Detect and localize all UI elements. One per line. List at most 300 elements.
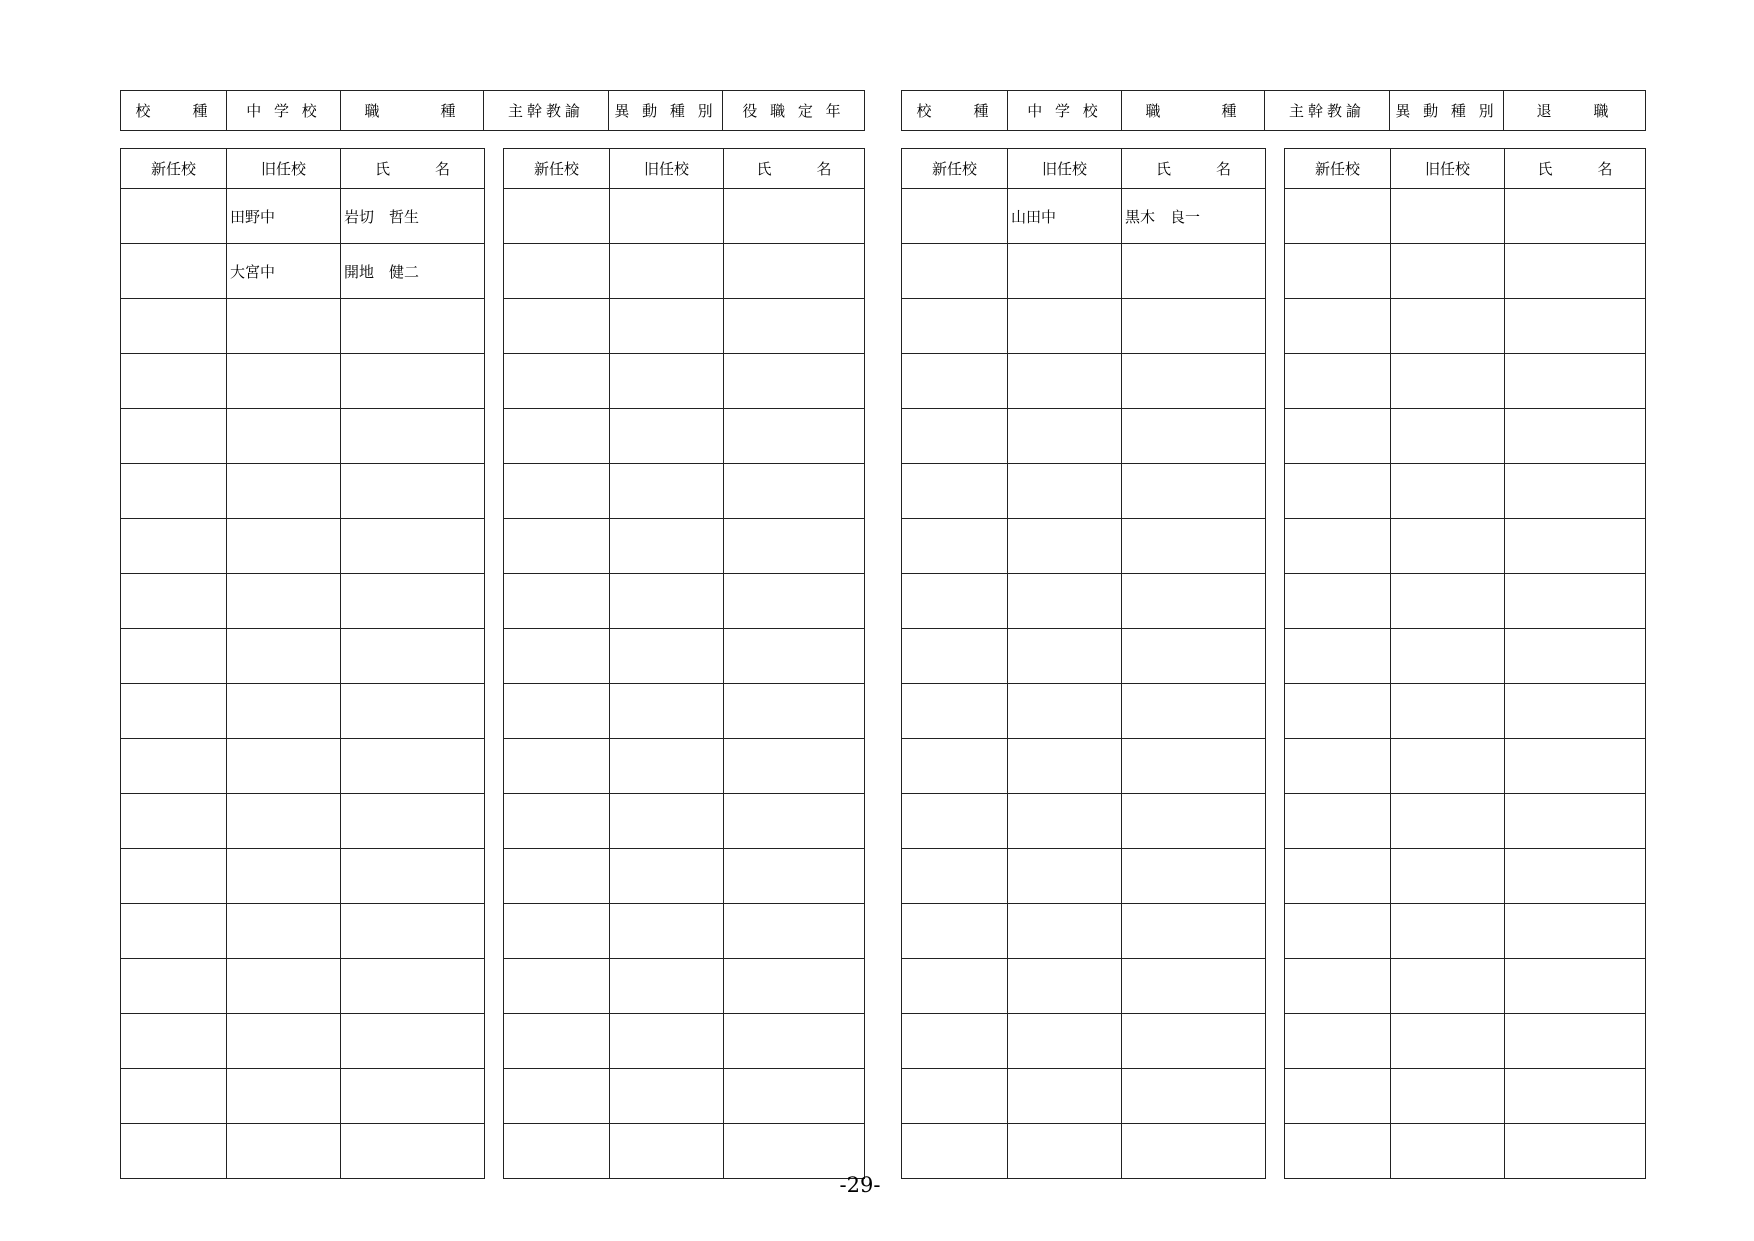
table-row xyxy=(504,1124,865,1179)
name-cell xyxy=(1505,794,1646,849)
new-school-cell xyxy=(1285,464,1391,519)
new-school-cell xyxy=(902,1069,1008,1124)
old-school-cell xyxy=(1008,409,1122,464)
name-cell xyxy=(341,684,485,739)
new-school-cell xyxy=(902,519,1008,574)
name-cell xyxy=(341,1069,485,1124)
table-row xyxy=(504,629,865,684)
new-school-cell xyxy=(504,354,610,409)
table-row xyxy=(1285,409,1646,464)
new-school-cell xyxy=(902,849,1008,904)
name-cell xyxy=(341,464,485,519)
new-school-cell xyxy=(902,354,1008,409)
name-cell xyxy=(341,739,485,794)
name-header: 氏 名 xyxy=(1122,149,1266,189)
new-school-cell xyxy=(1285,244,1391,299)
name-cell xyxy=(1122,904,1266,959)
name-cell xyxy=(724,244,865,299)
old-school-cell xyxy=(610,959,724,1014)
old-school-cell xyxy=(1391,354,1505,409)
old-school-cell xyxy=(610,299,724,354)
old-school-cell xyxy=(1391,794,1505,849)
table-row xyxy=(902,299,1266,354)
table-row xyxy=(504,464,865,519)
old-school-cell xyxy=(1008,574,1122,629)
table-row xyxy=(504,244,865,299)
new-school-header: 新任校 xyxy=(121,149,227,189)
old-school-cell xyxy=(227,1124,341,1179)
old-school-cell xyxy=(1391,409,1505,464)
old-school-cell xyxy=(1391,244,1505,299)
name-cell xyxy=(1122,1069,1266,1124)
table-row xyxy=(902,849,1266,904)
column-header-row xyxy=(504,149,865,189)
new-school-cell xyxy=(121,904,227,959)
table-row xyxy=(1285,574,1646,629)
header-transfer-type-value: 役 職 定 年 xyxy=(723,91,865,131)
old-school-cell xyxy=(1008,959,1122,1014)
name-cell xyxy=(1505,409,1646,464)
column-header-row xyxy=(902,149,1266,189)
name-header: 氏 名 xyxy=(724,149,865,189)
name-cell xyxy=(1505,1014,1646,1069)
header-job-type-label: 職 種 xyxy=(1122,91,1265,131)
table-row xyxy=(121,409,485,464)
table-row xyxy=(121,1014,485,1069)
old-school-cell xyxy=(1391,684,1505,739)
name-cell xyxy=(341,354,485,409)
old-school-cell xyxy=(227,739,341,794)
name-cell xyxy=(341,574,485,629)
new-school-cell xyxy=(902,409,1008,464)
new-school-cell xyxy=(121,299,227,354)
new-school-cell xyxy=(1285,1014,1391,1069)
old-school-cell xyxy=(610,1014,724,1069)
new-school-cell xyxy=(504,464,610,519)
new-school-cell xyxy=(121,189,227,244)
new-school-cell xyxy=(1285,629,1391,684)
header-school-type-value: 中 学 校 xyxy=(1008,91,1122,131)
table-row xyxy=(121,244,485,299)
old-school-cell xyxy=(227,574,341,629)
name-cell xyxy=(1122,354,1266,409)
header-school-type-label: 校 種 xyxy=(121,91,227,131)
old-school-cell xyxy=(227,629,341,684)
roster-table-1 xyxy=(120,148,485,1179)
new-school-cell xyxy=(1285,684,1391,739)
name-cell xyxy=(1122,409,1266,464)
name-cell xyxy=(724,519,865,574)
new-school-cell xyxy=(121,1069,227,1124)
right-header-table xyxy=(901,90,1646,131)
old-school-cell xyxy=(610,244,724,299)
name-header: 氏 名 xyxy=(1505,149,1646,189)
table-row xyxy=(902,1124,1266,1179)
name-cell xyxy=(724,354,865,409)
name-cell xyxy=(1505,1069,1646,1124)
new-school-cell xyxy=(1285,519,1391,574)
table-row xyxy=(504,189,865,244)
old-school-cell xyxy=(227,299,341,354)
old-school-cell xyxy=(610,1069,724,1124)
new-school-cell xyxy=(121,354,227,409)
new-school-cell xyxy=(504,684,610,739)
new-school-cell xyxy=(121,629,227,684)
name-cell xyxy=(1122,794,1266,849)
name-cell xyxy=(1122,849,1266,904)
new-school-cell xyxy=(902,574,1008,629)
old-school-cell xyxy=(1008,794,1122,849)
name-cell xyxy=(1505,244,1646,299)
old-school-header: 旧任校 xyxy=(1391,149,1505,189)
table-row xyxy=(1285,1069,1646,1124)
old-school-cell xyxy=(227,354,341,409)
new-school-cell xyxy=(1285,794,1391,849)
old-school-cell xyxy=(610,354,724,409)
table-row xyxy=(121,1069,485,1124)
old-school-cell xyxy=(1391,1069,1505,1124)
name-cell xyxy=(724,629,865,684)
new-school-cell xyxy=(902,464,1008,519)
name-cell xyxy=(724,574,865,629)
table-row xyxy=(902,629,1266,684)
name-cell xyxy=(1122,1014,1266,1069)
old-school-cell xyxy=(610,1124,724,1179)
table-row xyxy=(504,574,865,629)
table-row xyxy=(902,519,1266,574)
name-cell xyxy=(724,464,865,519)
name-cell xyxy=(1505,519,1646,574)
name-cell xyxy=(341,1124,485,1179)
new-school-cell xyxy=(902,959,1008,1014)
column-header-row xyxy=(121,149,485,189)
table-row xyxy=(902,739,1266,794)
table-row xyxy=(902,1014,1266,1069)
table-row xyxy=(121,354,485,409)
old-school-cell: 山田中 xyxy=(1008,189,1122,244)
new-school-header: 新任校 xyxy=(1285,149,1391,189)
new-school-cell xyxy=(504,794,610,849)
old-school-cell xyxy=(1008,519,1122,574)
table-row xyxy=(902,354,1266,409)
old-school-cell xyxy=(227,849,341,904)
new-school-cell xyxy=(504,189,610,244)
old-school-cell xyxy=(227,1069,341,1124)
new-school-cell xyxy=(1285,189,1391,244)
new-school-cell xyxy=(1285,1069,1391,1124)
new-school-cell xyxy=(121,684,227,739)
new-school-cell xyxy=(121,1014,227,1069)
name-cell xyxy=(1505,849,1646,904)
name-cell xyxy=(724,794,865,849)
header-transfer-type-value: 退 職 xyxy=(1504,91,1646,131)
new-school-cell xyxy=(1285,574,1391,629)
table-row xyxy=(1285,849,1646,904)
header-school-type-label: 校 種 xyxy=(902,91,1008,131)
name-cell xyxy=(341,1014,485,1069)
table-row xyxy=(504,409,865,464)
name-cell xyxy=(1505,739,1646,794)
old-school-cell xyxy=(227,684,341,739)
table-row xyxy=(1285,794,1646,849)
name-cell xyxy=(724,299,865,354)
left-header-table xyxy=(120,90,865,131)
table-row xyxy=(1285,684,1646,739)
new-school-cell xyxy=(1285,849,1391,904)
header-job-type-value: 主幹教諭 xyxy=(484,91,609,131)
table-row xyxy=(504,519,865,574)
new-school-cell xyxy=(121,464,227,519)
table-row xyxy=(1285,299,1646,354)
old-school-cell xyxy=(1008,299,1122,354)
old-school-cell xyxy=(227,959,341,1014)
name-cell xyxy=(1505,574,1646,629)
new-school-cell xyxy=(902,244,1008,299)
roster-table-4 xyxy=(1284,148,1646,1179)
header-transfer-type-label: 異 動 種 別 xyxy=(1390,91,1504,131)
new-school-cell xyxy=(902,794,1008,849)
table-row xyxy=(504,354,865,409)
name-cell xyxy=(724,904,865,959)
new-school-cell xyxy=(504,629,610,684)
new-school-cell xyxy=(504,299,610,354)
name-cell xyxy=(341,904,485,959)
new-school-cell xyxy=(504,1124,610,1179)
table-row xyxy=(1285,1014,1646,1069)
name-cell xyxy=(1505,189,1646,244)
old-school-header: 旧任校 xyxy=(610,149,724,189)
name-cell xyxy=(1122,299,1266,354)
old-school-cell xyxy=(1391,849,1505,904)
name-cell xyxy=(724,1069,865,1124)
name-cell xyxy=(1505,684,1646,739)
table-row xyxy=(121,794,485,849)
table-row xyxy=(504,1014,865,1069)
old-school-cell xyxy=(1008,739,1122,794)
table-row xyxy=(902,244,1266,299)
table-row xyxy=(902,574,1266,629)
table-row xyxy=(121,739,485,794)
table-row xyxy=(504,299,865,354)
new-school-cell xyxy=(504,244,610,299)
old-school-cell xyxy=(1008,354,1122,409)
new-school-cell xyxy=(504,1069,610,1124)
name-cell xyxy=(1505,959,1646,1014)
old-school-cell xyxy=(1008,684,1122,739)
name-cell: 岩切 哲生 xyxy=(341,189,485,244)
name-header: 氏 名 xyxy=(341,149,485,189)
new-school-cell xyxy=(902,189,1008,244)
name-cell xyxy=(724,959,865,1014)
new-school-cell xyxy=(1285,904,1391,959)
name-cell xyxy=(724,1124,865,1179)
table-row xyxy=(504,794,865,849)
table-row xyxy=(504,849,865,904)
table-row xyxy=(121,849,485,904)
table-row xyxy=(902,189,1266,244)
new-school-cell xyxy=(902,684,1008,739)
table-row xyxy=(504,904,865,959)
new-school-cell xyxy=(504,1014,610,1069)
table-row xyxy=(504,684,865,739)
table-row xyxy=(1285,629,1646,684)
table-row xyxy=(121,189,485,244)
new-school-cell xyxy=(121,409,227,464)
name-cell xyxy=(724,189,865,244)
old-school-cell xyxy=(1008,904,1122,959)
old-school-cell xyxy=(1391,739,1505,794)
name-cell xyxy=(724,849,865,904)
header-job-type-label: 職 種 xyxy=(341,91,484,131)
old-school-cell xyxy=(227,794,341,849)
table-row xyxy=(121,684,485,739)
new-school-cell xyxy=(902,739,1008,794)
new-school-cell xyxy=(504,959,610,1014)
table-row xyxy=(121,904,485,959)
old-school-cell xyxy=(227,409,341,464)
old-school-cell xyxy=(610,189,724,244)
new-school-cell xyxy=(1285,959,1391,1014)
table-row xyxy=(504,959,865,1014)
table-row xyxy=(121,1124,485,1179)
table-row xyxy=(1285,959,1646,1014)
new-school-cell xyxy=(1285,299,1391,354)
new-school-cell xyxy=(1285,1124,1391,1179)
table-row xyxy=(902,1069,1266,1124)
new-school-cell xyxy=(121,794,227,849)
table-row xyxy=(504,739,865,794)
old-school-cell xyxy=(610,409,724,464)
header-job-type-value: 主幹教諭 xyxy=(1265,91,1390,131)
name-cell xyxy=(1505,464,1646,519)
name-cell xyxy=(1122,519,1266,574)
old-school-cell xyxy=(1008,1014,1122,1069)
old-school-cell xyxy=(610,849,724,904)
old-school-cell xyxy=(610,684,724,739)
old-school-cell xyxy=(227,519,341,574)
new-school-header: 新任校 xyxy=(504,149,610,189)
name-cell xyxy=(1505,299,1646,354)
new-school-cell xyxy=(121,1124,227,1179)
new-school-cell xyxy=(504,409,610,464)
name-cell xyxy=(1505,904,1646,959)
table-row xyxy=(504,1069,865,1124)
new-school-cell xyxy=(504,739,610,794)
name-cell xyxy=(724,409,865,464)
old-school-cell xyxy=(1008,1069,1122,1124)
name-cell: 黒木 良一 xyxy=(1122,189,1266,244)
name-cell xyxy=(724,1014,865,1069)
name-cell: 開地 健二 xyxy=(341,244,485,299)
new-school-cell xyxy=(1285,409,1391,464)
old-school-cell xyxy=(610,519,724,574)
new-school-cell xyxy=(121,959,227,1014)
table-row xyxy=(1285,904,1646,959)
table-row xyxy=(121,464,485,519)
old-school-cell xyxy=(227,1014,341,1069)
table-row xyxy=(121,519,485,574)
old-school-cell xyxy=(1008,629,1122,684)
new-school-cell xyxy=(1285,354,1391,409)
name-cell xyxy=(1122,629,1266,684)
name-cell xyxy=(1122,574,1266,629)
old-school-cell xyxy=(1391,1124,1505,1179)
new-school-cell xyxy=(121,244,227,299)
new-school-cell xyxy=(504,904,610,959)
table-row xyxy=(1285,354,1646,409)
name-cell xyxy=(1505,629,1646,684)
old-school-cell xyxy=(610,574,724,629)
table-row xyxy=(902,794,1266,849)
old-school-cell xyxy=(610,739,724,794)
new-school-cell xyxy=(1285,739,1391,794)
table-row xyxy=(1285,1124,1646,1179)
new-school-cell xyxy=(504,519,610,574)
old-school-cell xyxy=(1391,574,1505,629)
new-school-cell xyxy=(902,1014,1008,1069)
name-cell xyxy=(1122,244,1266,299)
old-school-cell xyxy=(1008,849,1122,904)
table-row xyxy=(121,574,485,629)
new-school-cell xyxy=(121,739,227,794)
name-cell xyxy=(341,629,485,684)
new-school-cell xyxy=(504,849,610,904)
name-cell xyxy=(1122,684,1266,739)
name-cell xyxy=(1122,464,1266,519)
table-row xyxy=(1285,189,1646,244)
old-school-cell xyxy=(1391,464,1505,519)
old-school-header: 旧任校 xyxy=(227,149,341,189)
header-transfer-type-label: 異 動 種 別 xyxy=(609,91,723,131)
old-school-cell xyxy=(227,904,341,959)
new-school-cell xyxy=(121,519,227,574)
column-header-row xyxy=(1285,149,1646,189)
old-school-cell xyxy=(1391,1014,1505,1069)
name-cell xyxy=(341,409,485,464)
new-school-cell xyxy=(902,299,1008,354)
old-school-cell xyxy=(1391,629,1505,684)
table-row xyxy=(902,904,1266,959)
new-school-header: 新任校 xyxy=(902,149,1008,189)
name-cell xyxy=(1505,354,1646,409)
table-row xyxy=(1285,519,1646,574)
old-school-cell xyxy=(1391,959,1505,1014)
table-row xyxy=(121,629,485,684)
name-cell xyxy=(1122,959,1266,1014)
table-row xyxy=(1285,739,1646,794)
old-school-header: 旧任校 xyxy=(1008,149,1122,189)
old-school-cell xyxy=(610,629,724,684)
header-school-type-value: 中 学 校 xyxy=(227,91,341,131)
new-school-cell xyxy=(902,1124,1008,1179)
name-cell xyxy=(341,794,485,849)
name-cell xyxy=(1122,739,1266,794)
old-school-cell xyxy=(610,464,724,519)
old-school-cell: 大宮中 xyxy=(227,244,341,299)
old-school-cell xyxy=(227,464,341,519)
old-school-cell xyxy=(1008,1124,1122,1179)
old-school-cell xyxy=(1391,519,1505,574)
table-row xyxy=(1285,464,1646,519)
table-row xyxy=(121,299,485,354)
name-cell xyxy=(1505,1124,1646,1179)
old-school-cell xyxy=(1008,464,1122,519)
old-school-cell xyxy=(1391,189,1505,244)
name-cell xyxy=(1122,1124,1266,1179)
new-school-cell xyxy=(504,574,610,629)
new-school-cell xyxy=(121,574,227,629)
roster-table-2 xyxy=(503,148,865,1179)
